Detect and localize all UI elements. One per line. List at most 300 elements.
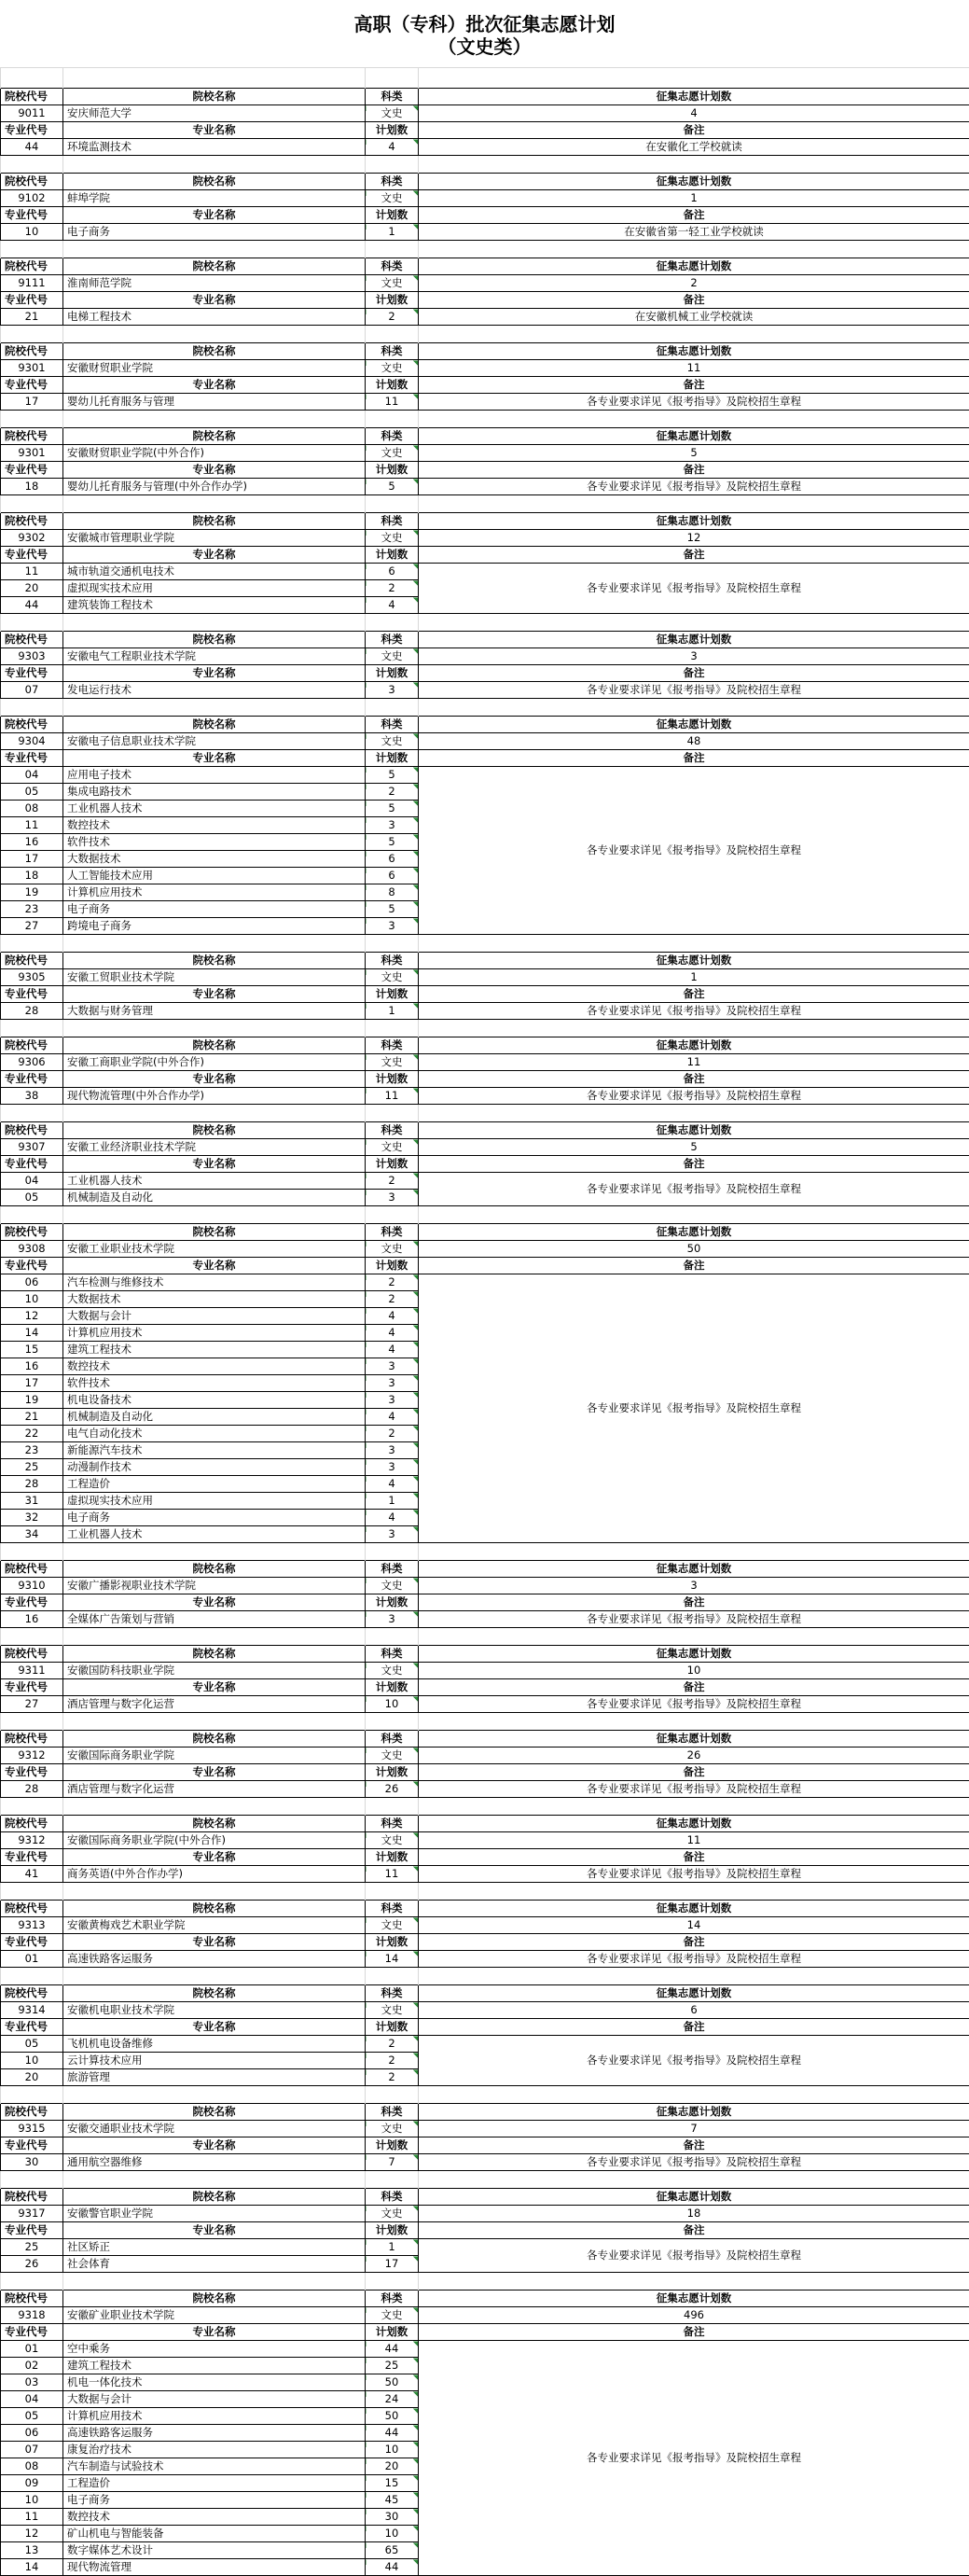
school-name: 安徽电气工程职业技术学院 [63, 648, 366, 665]
major-remark: 在安徽省第一轻工业学校就读 [419, 224, 969, 241]
spacer-cell [366, 935, 419, 953]
major-code: 10 [1, 1291, 63, 1308]
major-header-row [1, 207, 969, 224]
school-row [1, 360, 969, 377]
major-row [1, 2341, 969, 2358]
school-code: 9306 [1, 1054, 63, 1071]
remark-header: 备注 [419, 122, 969, 139]
major-row [1, 394, 969, 411]
school-row [1, 1663, 969, 1679]
school-name-header: 院校名称 [63, 1122, 366, 1139]
major-code: 26 [1, 2256, 63, 2273]
major-code: 27 [1, 918, 63, 935]
major-remark: 各专业要求详见《报考指导》及院校招生章程 [419, 2036, 969, 2086]
major-plan: 30 [366, 2509, 419, 2526]
category-header: 科类 [366, 513, 419, 530]
major-name: 城市轨道交通机电技术 [63, 564, 366, 580]
major-code: 04 [1, 767, 63, 784]
major-header-row [1, 1156, 969, 1173]
school-name: 安徽交通职业技术学院 [63, 2121, 366, 2137]
spacer-cell [1, 1105, 63, 1122]
category-header: 科类 [366, 174, 419, 190]
major-code-header: 专业代号 [1, 1071, 63, 1088]
plan-header: 计划数 [366, 2137, 419, 2154]
major-plan: 50 [366, 2408, 419, 2425]
major-name: 空中乘务 [63, 2341, 366, 2358]
major-header-row [1, 1071, 969, 1088]
spacer-row [1, 2171, 969, 2189]
category-header: 科类 [366, 89, 419, 105]
plan-header: 计划数 [366, 1071, 419, 1088]
plan-header: 计划数 [366, 207, 419, 224]
category-header: 科类 [366, 1037, 419, 1054]
spacer-cell [419, 1713, 969, 1731]
spacer-cell [366, 411, 419, 428]
major-name: 电子商务 [63, 901, 366, 918]
school-name-header: 院校名称 [63, 717, 366, 733]
spacer-row [1, 2086, 969, 2104]
school-total: 496 [419, 2307, 969, 2324]
school-name: 安徽警官职业学院 [63, 2206, 366, 2222]
enrollment-plan-table [0, 67, 969, 2576]
plan-header: 计划数 [366, 986, 419, 1003]
major-name: 飞机机电设备维修 [63, 2036, 366, 2053]
major-row [1, 767, 969, 784]
school-name-header: 院校名称 [63, 1901, 366, 1917]
school-category: 文史 [366, 1832, 419, 1849]
spacer-cell [366, 1798, 419, 1816]
major-row [1, 1088, 969, 1105]
major-code: 38 [1, 1088, 63, 1105]
spacer-row [1, 935, 969, 953]
school-total: 11 [419, 1054, 969, 1071]
major-header-row [1, 292, 969, 309]
total-header: 征集志愿计划数 [419, 1224, 969, 1241]
total-header: 征集志愿计划数 [419, 258, 969, 275]
spacer-cell [63, 2171, 366, 2189]
school-row [1, 445, 969, 462]
school-total: 3 [419, 1578, 969, 1594]
major-name: 建筑装饰工程技术 [63, 597, 366, 614]
major-row [1, 2036, 969, 2053]
major-code: 15 [1, 1342, 63, 1358]
school-header-row [1, 1901, 969, 1917]
remark-header: 备注 [419, 1679, 969, 1696]
major-name: 社区矫正 [63, 2239, 366, 2256]
major-code: 10 [1, 224, 63, 241]
category-header: 科类 [366, 1646, 419, 1663]
major-header-row [1, 665, 969, 682]
spacer-cell [63, 326, 366, 343]
major-plan: 11 [366, 1088, 419, 1105]
major-name: 发电运行技术 [63, 682, 366, 699]
major-remark: 各专业要求详见《报考指导》及院校招生章程 [419, 2154, 969, 2171]
major-header-row [1, 1594, 969, 1611]
major-code: 12 [1, 2526, 63, 2542]
major-plan: 8 [366, 884, 419, 901]
school-name-header: 院校名称 [63, 1224, 366, 1241]
major-plan: 6 [366, 564, 419, 580]
total-header: 征集志愿计划数 [419, 1731, 969, 1748]
spacer-cell [366, 156, 419, 174]
page-header [0, 0, 969, 67]
major-name: 软件技术 [63, 834, 366, 851]
spacer-cell [1, 156, 63, 174]
major-name-header: 专业名称 [63, 1594, 366, 1611]
major-code: 22 [1, 1426, 63, 1442]
school-row [1, 2307, 969, 2324]
school-code: 9011 [1, 105, 63, 122]
total-header: 征集志愿计划数 [419, 2291, 969, 2307]
school-row [1, 2206, 969, 2222]
school-header-row [1, 89, 969, 105]
school-total: 26 [419, 1748, 969, 1764]
school-header-row [1, 632, 969, 648]
spacer-cell [63, 495, 366, 513]
spacer-row [1, 495, 969, 513]
major-plan: 4 [366, 1409, 419, 1426]
major-code: 30 [1, 2154, 63, 2171]
major-plan: 2 [366, 2053, 419, 2069]
school-category: 文史 [366, 1241, 419, 1258]
spacer-cell [366, 2273, 419, 2291]
school-code-header: 院校代号 [1, 258, 63, 275]
school-row [1, 733, 969, 750]
major-name: 机电一体化技术 [63, 2374, 366, 2391]
major-code: 16 [1, 1611, 63, 1628]
total-header: 征集志愿计划数 [419, 89, 969, 105]
remark-header: 备注 [419, 1594, 969, 1611]
school-category: 文史 [366, 733, 419, 750]
spacer-cell [63, 1206, 366, 1224]
spacer-cell [419, 1105, 969, 1122]
major-row [1, 1274, 969, 1291]
major-name: 机电设备技术 [63, 1392, 366, 1409]
school-code-header: 院校代号 [1, 89, 63, 105]
page-title: 高职（专科）批次征集志愿计划 [0, 0, 969, 35]
spacer-cell [1, 241, 63, 258]
school-header-row [1, 343, 969, 360]
major-code: 04 [1, 2391, 63, 2408]
total-header: 征集志愿计划数 [419, 1985, 969, 2002]
spacer-cell [366, 1020, 419, 1037]
remark-header: 备注 [419, 1934, 969, 1951]
spacer-cell [1, 411, 63, 428]
spacer-cell [419, 1020, 969, 1037]
major-code: 19 [1, 884, 63, 901]
major-remark: 各专业要求详见《报考指导》及院校招生章程 [419, 1611, 969, 1628]
school-row [1, 275, 969, 292]
major-code-header: 专业代号 [1, 2019, 63, 2036]
major-name: 酒店管理与数字化运营 [63, 1781, 366, 1798]
school-header-row [1, 1985, 969, 2002]
spacer-cell [63, 1798, 366, 1816]
school-code: 9301 [1, 445, 63, 462]
major-name-header: 专业名称 [63, 750, 366, 767]
major-code: 20 [1, 580, 63, 597]
major-name-header: 专业名称 [63, 1764, 366, 1781]
major-code: 05 [1, 2036, 63, 2053]
school-name: 安徽财贸职业学院(中外合作) [63, 445, 366, 462]
spacer-cell [1, 699, 63, 717]
major-code-header: 专业代号 [1, 1594, 63, 1611]
total-header: 征集志愿计划数 [419, 953, 969, 969]
remark-header: 备注 [419, 986, 969, 1003]
major-row [1, 682, 969, 699]
major-code: 14 [1, 1325, 63, 1342]
category-header: 科类 [366, 953, 419, 969]
school-name-header: 院校名称 [63, 2291, 366, 2307]
major-name: 跨境电子商务 [63, 918, 366, 935]
major-code: 28 [1, 1003, 63, 1020]
remark-header: 备注 [419, 2324, 969, 2341]
school-name: 安徽矿业职业技术学院 [63, 2307, 366, 2324]
spacer-cell [1, 1543, 63, 1561]
major-name: 数字媒体艺术设计 [63, 2542, 366, 2559]
major-name-header: 专业名称 [63, 1934, 366, 1951]
school-code-header: 院校代号 [1, 632, 63, 648]
school-header-row [1, 1646, 969, 1663]
category-header: 科类 [366, 2104, 419, 2121]
major-plan: 44 [366, 2559, 419, 2576]
major-plan: 20 [366, 2458, 419, 2475]
major-code: 03 [1, 2374, 63, 2391]
major-code: 16 [1, 1358, 63, 1375]
school-total: 2 [419, 275, 969, 292]
total-header: 征集志愿计划数 [419, 2189, 969, 2206]
spacer-cell [1, 935, 63, 953]
major-header-row [1, 2222, 969, 2239]
spacer-cell [366, 68, 419, 89]
spacer-cell [366, 241, 419, 258]
major-name-header: 专业名称 [63, 1258, 366, 1274]
major-remark: 各专业要求详见《报考指导》及院校招生章程 [419, 1696, 969, 1713]
spacer-row [1, 1883, 969, 1901]
major-code: 07 [1, 682, 63, 699]
major-name: 工业机器人技术 [63, 801, 366, 817]
major-remark: 各专业要求详见《报考指导》及院校招生章程 [419, 1781, 969, 1798]
school-code: 9315 [1, 2121, 63, 2137]
major-header-row [1, 1849, 969, 1866]
major-code-header: 专业代号 [1, 122, 63, 139]
spacer-cell [1, 1713, 63, 1731]
school-name-header: 院校名称 [63, 89, 366, 105]
remark-header: 备注 [419, 2222, 969, 2239]
major-code: 05 [1, 1190, 63, 1206]
school-name-header: 院校名称 [63, 428, 366, 445]
major-code: 11 [1, 2509, 63, 2526]
school-code: 9102 [1, 190, 63, 207]
major-plan: 6 [366, 868, 419, 884]
major-code: 09 [1, 2475, 63, 2492]
major-code: 44 [1, 597, 63, 614]
major-header-row [1, 2137, 969, 2154]
major-code: 17 [1, 1375, 63, 1392]
school-total: 48 [419, 733, 969, 750]
major-plan: 3 [366, 817, 419, 834]
remark-header: 备注 [419, 462, 969, 479]
school-category: 文史 [366, 969, 419, 986]
total-header: 征集志愿计划数 [419, 428, 969, 445]
major-remark: 各专业要求详见《报考指导》及院校招生章程 [419, 1866, 969, 1883]
major-plan: 25 [366, 2358, 419, 2374]
category-header: 科类 [366, 428, 419, 445]
major-name-header: 专业名称 [63, 1849, 366, 1866]
school-header-row [1, 258, 969, 275]
major-row [1, 1951, 969, 1968]
spacer-cell [419, 241, 969, 258]
major-code: 12 [1, 1308, 63, 1325]
major-header-row [1, 2019, 969, 2036]
plan-header: 计划数 [366, 377, 419, 394]
total-header: 征集志愿计划数 [419, 1037, 969, 1054]
school-row [1, 1917, 969, 1934]
school-row [1, 1832, 969, 1849]
major-remark: 各专业要求详见《报考指导》及院校招生章程 [419, 564, 969, 614]
major-code: 25 [1, 1459, 63, 1476]
page-subtitle: （文史类） [0, 35, 969, 58]
spacer-cell [366, 1543, 419, 1561]
school-name: 淮南师范学院 [63, 275, 366, 292]
school-name: 安徽国际商务职业学院 [63, 1748, 366, 1764]
school-row [1, 1578, 969, 1594]
major-name: 旅游管理 [63, 2069, 366, 2086]
major-name: 工程造价 [63, 2475, 366, 2492]
total-header: 征集志愿计划数 [419, 717, 969, 733]
major-code: 28 [1, 1781, 63, 1798]
major-code: 17 [1, 851, 63, 868]
spacer-cell [1, 495, 63, 513]
major-name: 机械制造及自动化 [63, 1190, 366, 1206]
school-code: 9301 [1, 360, 63, 377]
major-plan: 14 [366, 1951, 419, 1968]
major-name: 数控技术 [63, 817, 366, 834]
major-name: 大数据与财务管理 [63, 1003, 366, 1020]
major-code-header: 专业代号 [1, 2222, 63, 2239]
major-name-header: 专业名称 [63, 122, 366, 139]
school-code-header: 院校代号 [1, 1224, 63, 1241]
school-category: 文史 [366, 2121, 419, 2137]
major-plan: 5 [366, 834, 419, 851]
major-name: 矿山机电与智能装备 [63, 2526, 366, 2542]
school-category: 文史 [366, 105, 419, 122]
major-row [1, 139, 969, 156]
school-name-header: 院校名称 [63, 343, 366, 360]
remark-header: 备注 [419, 750, 969, 767]
school-code: 9314 [1, 2002, 63, 2019]
remark-header: 备注 [419, 292, 969, 309]
major-name: 工业机器人技术 [63, 1526, 366, 1543]
spacer-row [1, 1206, 969, 1224]
school-code: 9310 [1, 1578, 63, 1594]
category-header: 科类 [366, 2189, 419, 2206]
school-total: 11 [419, 1832, 969, 1849]
major-plan: 2 [366, 1173, 419, 1190]
spacer-row [1, 1628, 969, 1646]
spacer-cell [366, 1968, 419, 1985]
spacer-cell [419, 1543, 969, 1561]
school-total: 50 [419, 1241, 969, 1258]
remark-header: 备注 [419, 1849, 969, 1866]
major-name: 现代物流管理(中外合作办学) [63, 1088, 366, 1105]
school-category: 文史 [366, 648, 419, 665]
total-header: 征集志愿计划数 [419, 1646, 969, 1663]
school-header-row [1, 2104, 969, 2121]
major-code: 28 [1, 1476, 63, 1493]
remark-header: 备注 [419, 207, 969, 224]
total-header: 征集志愿计划数 [419, 1561, 969, 1578]
spacer-cell [419, 495, 969, 513]
school-name-header: 院校名称 [63, 1985, 366, 2002]
school-code-header: 院校代号 [1, 1646, 63, 1663]
major-name: 通用航空器维修 [63, 2154, 366, 2171]
spacer-cell [419, 699, 969, 717]
spacer-cell [366, 2171, 419, 2189]
school-code-header: 院校代号 [1, 953, 63, 969]
major-code: 23 [1, 1442, 63, 1459]
remark-header: 备注 [419, 377, 969, 394]
major-code: 08 [1, 2458, 63, 2475]
school-category: 文史 [366, 1578, 419, 1594]
category-header: 科类 [366, 1901, 419, 1917]
major-code: 32 [1, 1510, 63, 1526]
school-name: 安徽工业职业技术学院 [63, 1241, 366, 1258]
major-name-header: 专业名称 [63, 986, 366, 1003]
major-name-header: 专业名称 [63, 2324, 366, 2341]
major-remark: 各专业要求详见《报考指导》及院校招生章程 [419, 2341, 969, 2576]
major-plan: 6 [366, 851, 419, 868]
school-code: 9302 [1, 530, 63, 547]
total-header: 征集志愿计划数 [419, 1122, 969, 1139]
major-name: 应用电子技术 [63, 767, 366, 784]
major-code: 01 [1, 2341, 63, 2358]
major-code: 41 [1, 1866, 63, 1883]
major-plan: 15 [366, 2475, 419, 2492]
spacer-cell [419, 1968, 969, 1985]
major-remark: 各专业要求详见《报考指导》及院校招生章程 [419, 394, 969, 411]
major-row [1, 564, 969, 580]
major-code-header: 专业代号 [1, 2137, 63, 2154]
major-header-row [1, 1934, 969, 1951]
school-total: 7 [419, 2121, 969, 2137]
school-total: 1 [419, 190, 969, 207]
major-name: 计算机应用技术 [63, 1325, 366, 1342]
spacer-cell [419, 2171, 969, 2189]
major-code-header: 专业代号 [1, 1849, 63, 1866]
school-header-row [1, 1561, 969, 1578]
remark-header: 备注 [419, 1258, 969, 1274]
school-header-row [1, 1224, 969, 1241]
spacer-cell [419, 411, 969, 428]
spacer-cell [63, 935, 366, 953]
school-header-row [1, 953, 969, 969]
school-name-header: 院校名称 [63, 258, 366, 275]
school-header-row [1, 1731, 969, 1748]
school-row [1, 969, 969, 986]
spacer-cell [63, 1543, 366, 1561]
spacer-cell [1, 614, 63, 632]
school-row [1, 190, 969, 207]
school-row [1, 2121, 969, 2137]
spacer-row [1, 1798, 969, 1816]
spacer-row [1, 614, 969, 632]
major-name: 电梯工程技术 [63, 309, 366, 326]
school-total: 1 [419, 969, 969, 986]
school-header-row [1, 174, 969, 190]
major-row [1, 1611, 969, 1628]
school-total: 12 [419, 530, 969, 547]
major-name: 社会体育 [63, 2256, 366, 2273]
